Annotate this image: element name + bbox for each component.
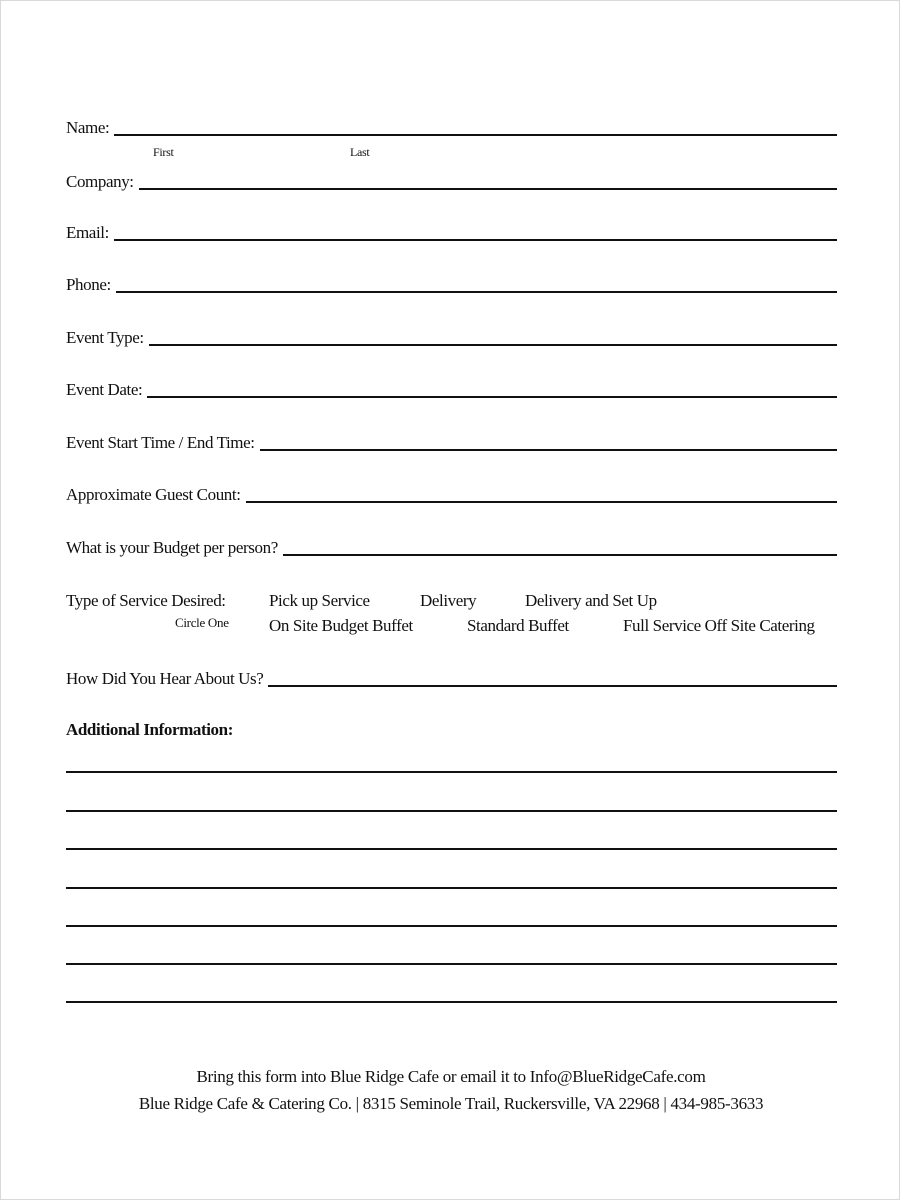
guest-count-row — [66, 486, 837, 504]
phone-row — [66, 276, 837, 294]
guest-count-field[interactable] — [246, 501, 837, 503]
budget-label: What is your Budget per person? — [66, 538, 278, 557]
hear-row — [66, 670, 837, 688]
circle-one-label: Circle One — [175, 615, 229, 630]
event-type-label: Event Type: — [66, 328, 144, 347]
guest-count-label: Approximate Guest Count: — [66, 485, 241, 504]
email-label: Email: — [66, 223, 109, 242]
additional-info-line[interactable] — [66, 771, 837, 773]
email-row — [66, 224, 837, 242]
event-time-row — [66, 434, 837, 452]
service-option-delivery[interactable]: Delivery — [420, 591, 477, 610]
service-label: Type of Service Desired: — [66, 591, 226, 610]
footer-company-info: Blue Ridge Cafe & Catering Co. | 8315 Seminole Trail, Ruckersville, VA 22968 | 434-985-3633 — [138, 1094, 764, 1113]
hear-field[interactable] — [268, 685, 837, 687]
event-time-label: Event Start Time / End Time: — [66, 433, 255, 452]
additional-info-line[interactable] — [66, 810, 837, 812]
service-option-onsite-buffet[interactable]: On Site Budget Buffet — [269, 616, 413, 635]
budget-field[interactable] — [283, 554, 837, 556]
service-option-full-service[interactable]: Full Service Off Site Catering — [623, 616, 815, 635]
additional-info-line[interactable] — [66, 1001, 837, 1003]
event-type-row — [66, 329, 837, 347]
name-field[interactable] — [114, 134, 837, 136]
event-date-field[interactable] — [147, 396, 837, 398]
additional-info-line[interactable] — [66, 848, 837, 850]
service-option-pickup[interactable]: Pick up Service — [269, 591, 370, 610]
additional-info-line[interactable] — [66, 963, 837, 965]
name-label: Name: — [66, 118, 110, 137]
footer-instructions: Bring this form into Blue Ridge Cafe or email it to Info@BlueRidgeCafe.com — [196, 1067, 706, 1086]
additional-info-heading: Additional Information: — [66, 720, 233, 739]
event-time-field[interactable] — [260, 449, 837, 451]
company-row — [66, 173, 837, 191]
company-field[interactable] — [139, 188, 837, 190]
event-date-label: Event Date: — [66, 380, 143, 399]
phone-label: Phone: — [66, 275, 111, 294]
first-sublabel: First — [153, 145, 174, 159]
service-option-standard-buffet[interactable]: Standard Buffet — [467, 616, 569, 635]
email-field[interactable] — [114, 239, 837, 241]
additional-info-line[interactable] — [66, 925, 837, 927]
additional-info-line[interactable] — [66, 887, 837, 889]
phone-field[interactable] — [116, 291, 837, 293]
event-type-field[interactable] — [149, 344, 837, 346]
name-row — [66, 119, 837, 137]
last-sublabel: Last — [350, 145, 370, 159]
event-date-row — [66, 381, 837, 399]
service-option-delivery-setup[interactable]: Delivery and Set Up — [525, 591, 657, 610]
hear-label: How Did You Hear About Us? — [66, 669, 264, 688]
company-label: Company: — [66, 172, 134, 191]
budget-row — [66, 539, 837, 557]
